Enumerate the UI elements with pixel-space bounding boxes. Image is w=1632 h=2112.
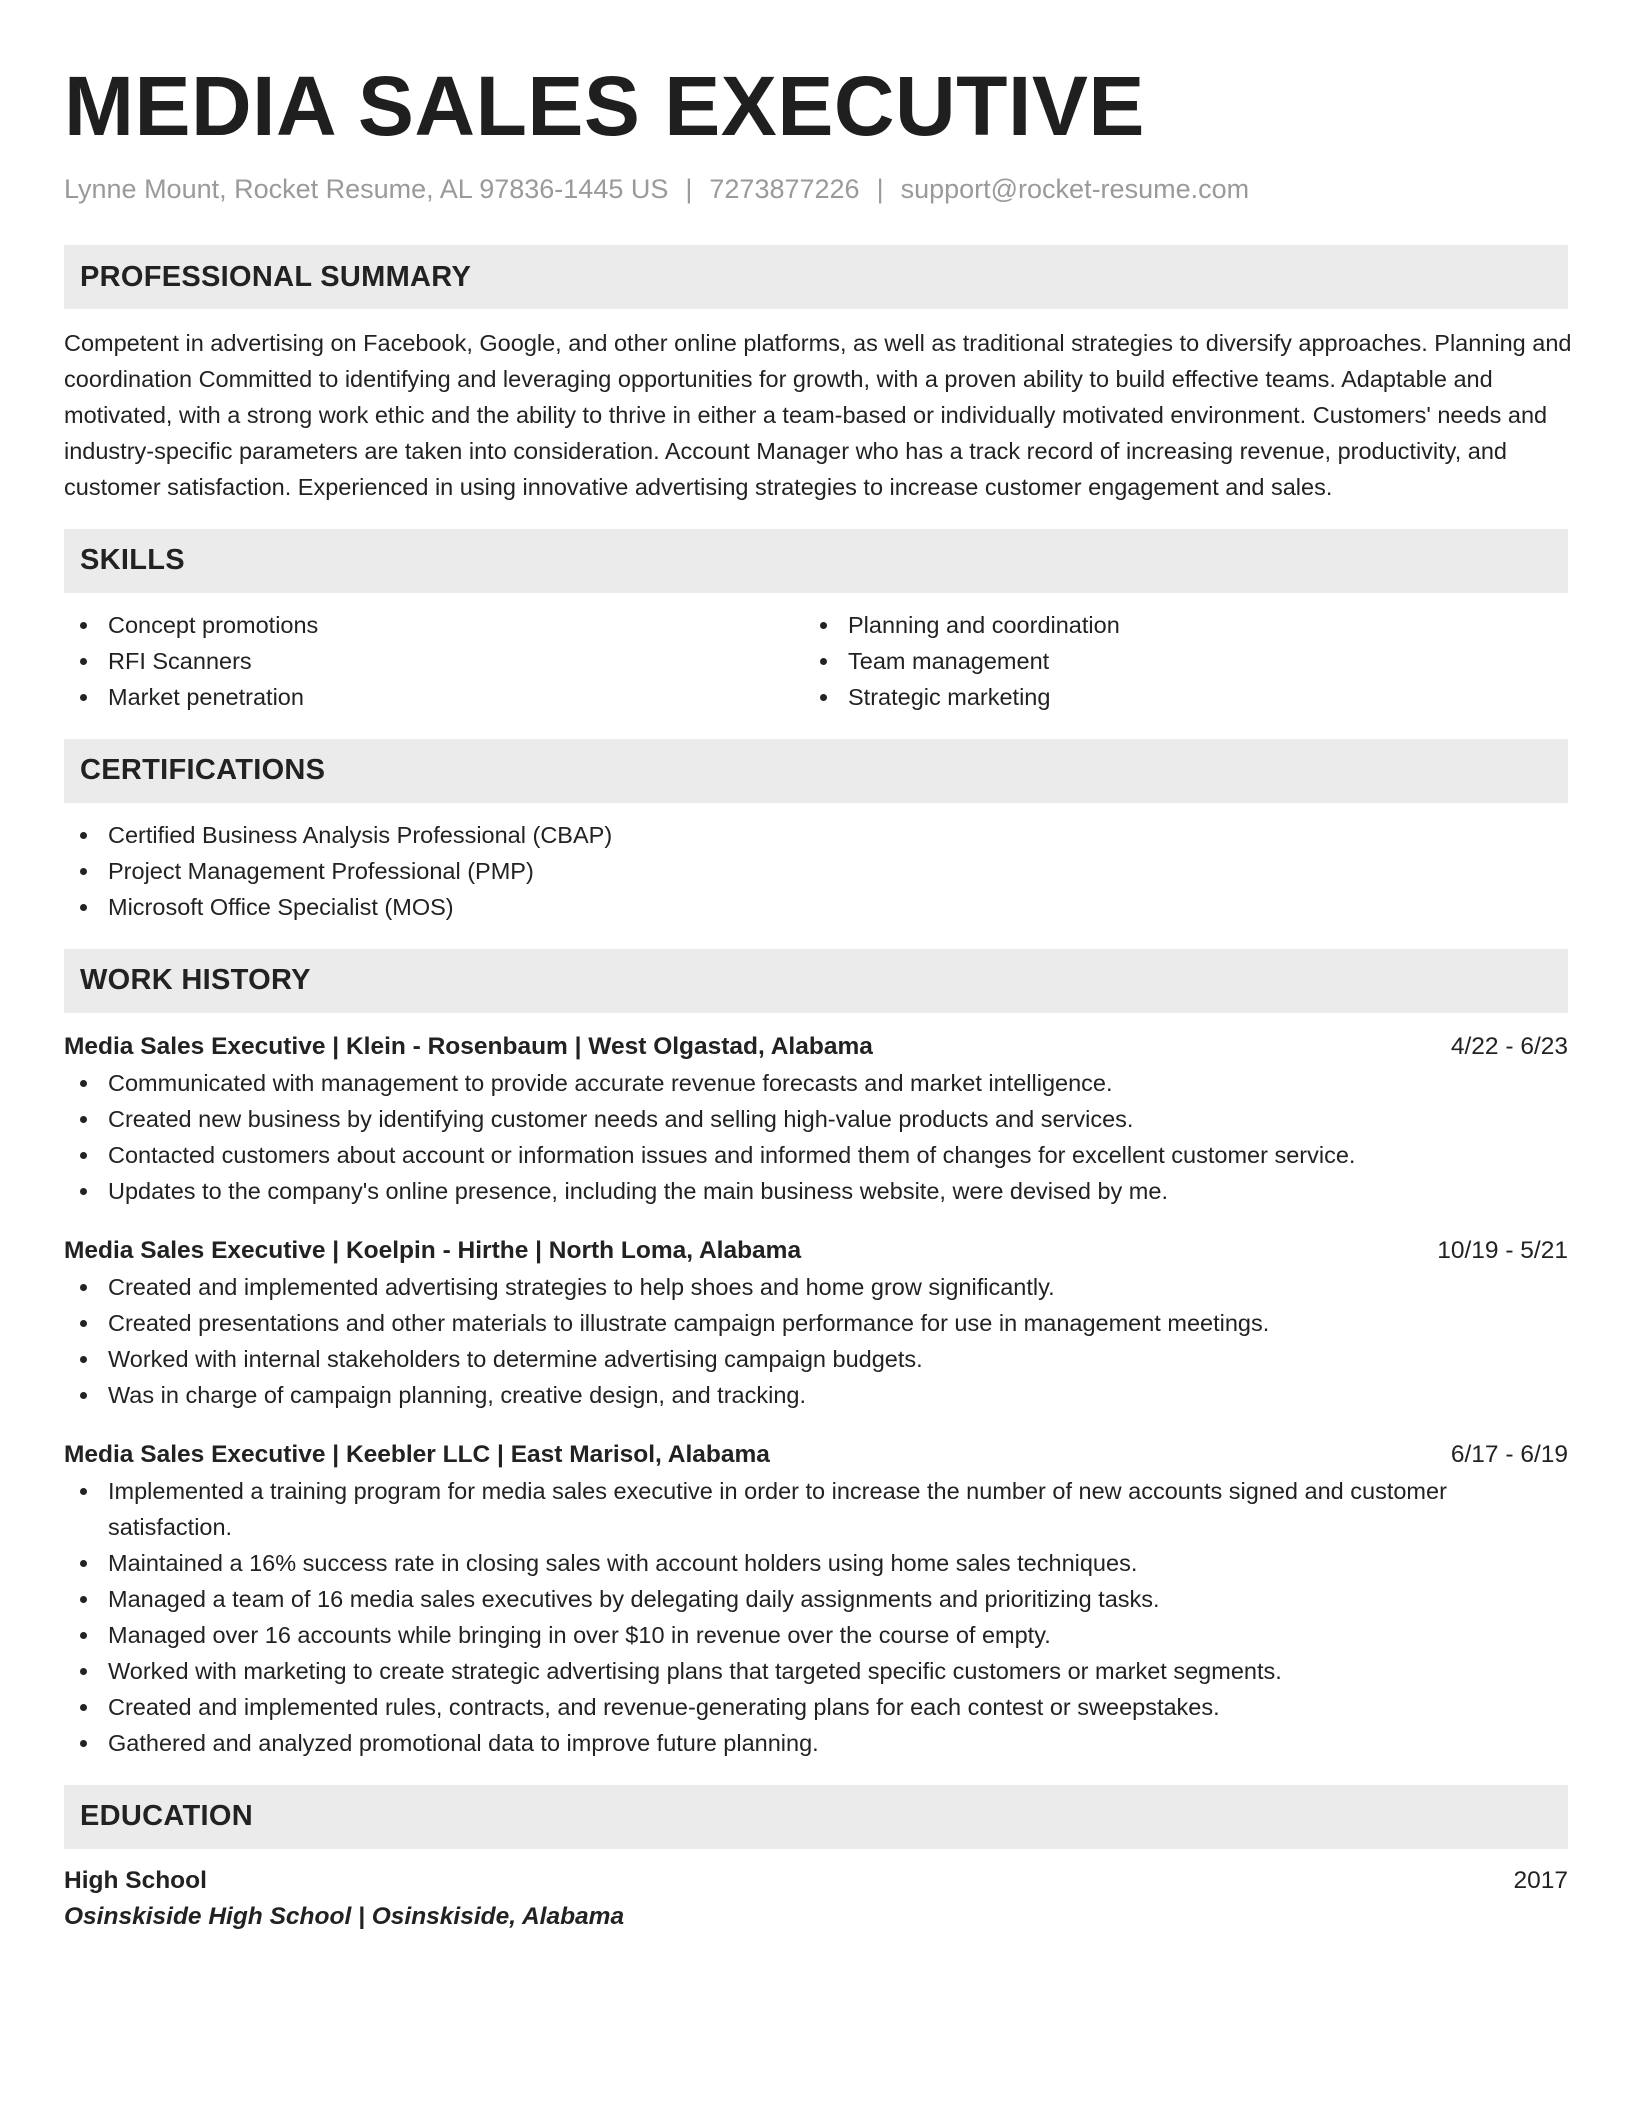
job-bullet: Managed over 16 accounts while bringing in over $10 in revenue over the course of empty. xyxy=(64,1617,1568,1653)
education-degree: High School xyxy=(64,1866,207,1894)
education-header xyxy=(64,1863,1568,1899)
education-school: Osinskiside High School | Osinskiside, Alabama xyxy=(64,1902,625,1930)
job-dates: 10/19 - 5/21 xyxy=(1437,1236,1568,1264)
contact-phone: 7273877226 xyxy=(709,174,860,204)
certification-item: Certified Business Analysis Professional (CBAP) xyxy=(64,817,1568,853)
candidate-title: MEDIA SALES EXECUTIVE xyxy=(64,59,1145,153)
job-bullet: Created and implemented rules, contracts, and revenue-generating plans for each contest or sweepstakes. xyxy=(64,1689,1568,1725)
job-bullet: Maintained a 16% success rate in closing sales with account holders using home sales techniques. xyxy=(64,1545,1568,1581)
skill-item: Concept promotions xyxy=(64,607,804,643)
job-bullets xyxy=(64,1065,1568,1209)
work-history-heading: WORK HISTORY xyxy=(64,949,1568,1013)
skills-column-left xyxy=(64,607,804,715)
job-title: Media Sales Executive | Klein - Rosenbaum | West Olgastad, Alabama xyxy=(64,1032,873,1060)
summary-heading: PROFESSIONAL SUMMARY xyxy=(64,245,1568,309)
job-bullets xyxy=(64,1473,1568,1761)
job-header xyxy=(64,1029,1568,1065)
job-bullet: Managed a team of 16 media sales executives by delegating daily assignments and prioritizing tasks. xyxy=(64,1581,1568,1617)
job-bullets xyxy=(64,1269,1568,1413)
job-bullet: Created and implemented advertising strategies to help shoes and home grow significantly. xyxy=(64,1269,1568,1305)
job-bullet: Communicated with management to provide accurate revenue forecasts and market intelligence. xyxy=(64,1065,1568,1101)
job-dates: 4/22 - 6/23 xyxy=(1450,1032,1568,1060)
job-entry xyxy=(64,1029,1568,1209)
job-bullet: Worked with internal stakeholders to determine advertising campaign budgets. xyxy=(64,1341,1568,1377)
contact-email: support@rocket-resume.com xyxy=(900,174,1250,204)
skills-list xyxy=(64,607,1568,715)
job-bullet: Created presentations and other materials to illustrate campaign performance for use in management meetings. xyxy=(64,1305,1568,1341)
contact-line xyxy=(64,174,1568,205)
skill-item: Planning and coordination xyxy=(804,607,1544,643)
skill-item: Strategic marketing xyxy=(804,679,1544,715)
skill-item: Team management xyxy=(804,643,1544,679)
job-title: Media Sales Executive | Koelpin - Hirthe | North Loma, Alabama xyxy=(64,1236,802,1264)
education-heading: EDUCATION xyxy=(64,1785,1568,1849)
job-entry xyxy=(64,1437,1568,1761)
education-year: 2017 xyxy=(1513,1866,1568,1894)
job-bullet: Created new business by identifying customer needs and selling high-value products and services. xyxy=(64,1101,1568,1137)
contact-separator: | xyxy=(876,174,884,204)
job-bullet: Was in charge of campaign planning, creative design, and tracking. xyxy=(64,1377,1568,1413)
job-title: Media Sales Executive | Keebler LLC | East Marisol, Alabama xyxy=(64,1440,770,1468)
summary-text: Competent in advertising on Facebook, Google, and other online platforms, as well as traditional strategies to diversify approaches. Planning and coordination Committed to identifying and leveraging opportunities for growth, with a proven ability to build effective teams. Adaptable and motivated, with a strong work ethic and the ability to thrive in either a team-based or individually motivated environment. Customers' needs and industry-specific parameters are taken into consideration. Account Manager who has a track record of increasing revenue, productivity, and customer satisfaction. Experienced in using innovative advertising strategies to increase customer engagement and sales. xyxy=(64,330,1572,500)
job-entry xyxy=(64,1233,1568,1413)
skills-column-right xyxy=(804,607,1544,715)
certification-item: Project Management Professional (PMP) xyxy=(64,853,1568,889)
certifications-list xyxy=(64,817,1568,925)
contact-address: Lynne Mount, Rocket Resume, AL 97836-1445 US xyxy=(64,174,669,204)
job-dates: 6/17 - 6/19 xyxy=(1450,1440,1568,1468)
job-bullet: Worked with marketing to create strategic advertising plans that targeted specific customers or market segments. xyxy=(64,1653,1568,1689)
job-bullet: Contacted customers about account or information issues and informed them of changes for excellent customer service. xyxy=(64,1137,1568,1173)
contact-separator: | xyxy=(685,174,693,204)
skills-heading: SKILLS xyxy=(64,529,1568,593)
education-entry xyxy=(64,1863,1568,1935)
skill-item: Market penetration xyxy=(64,679,804,715)
job-header xyxy=(64,1233,1568,1269)
job-bullet: Implemented a training program for media sales executive in order to increase the number of new accounts signed and customer satisfaction. xyxy=(64,1473,1568,1545)
job-bullet: Updates to the company's online presence, including the main business website, were devised by me. xyxy=(64,1173,1568,1209)
job-bullet: Gathered and analyzed promotional data to improve future planning. xyxy=(64,1725,1568,1761)
skill-item: RFI Scanners xyxy=(64,643,804,679)
certification-item: Microsoft Office Specialist (MOS) xyxy=(64,889,1568,925)
certifications-heading: CERTIFICATIONS xyxy=(64,739,1568,803)
job-header xyxy=(64,1437,1568,1473)
